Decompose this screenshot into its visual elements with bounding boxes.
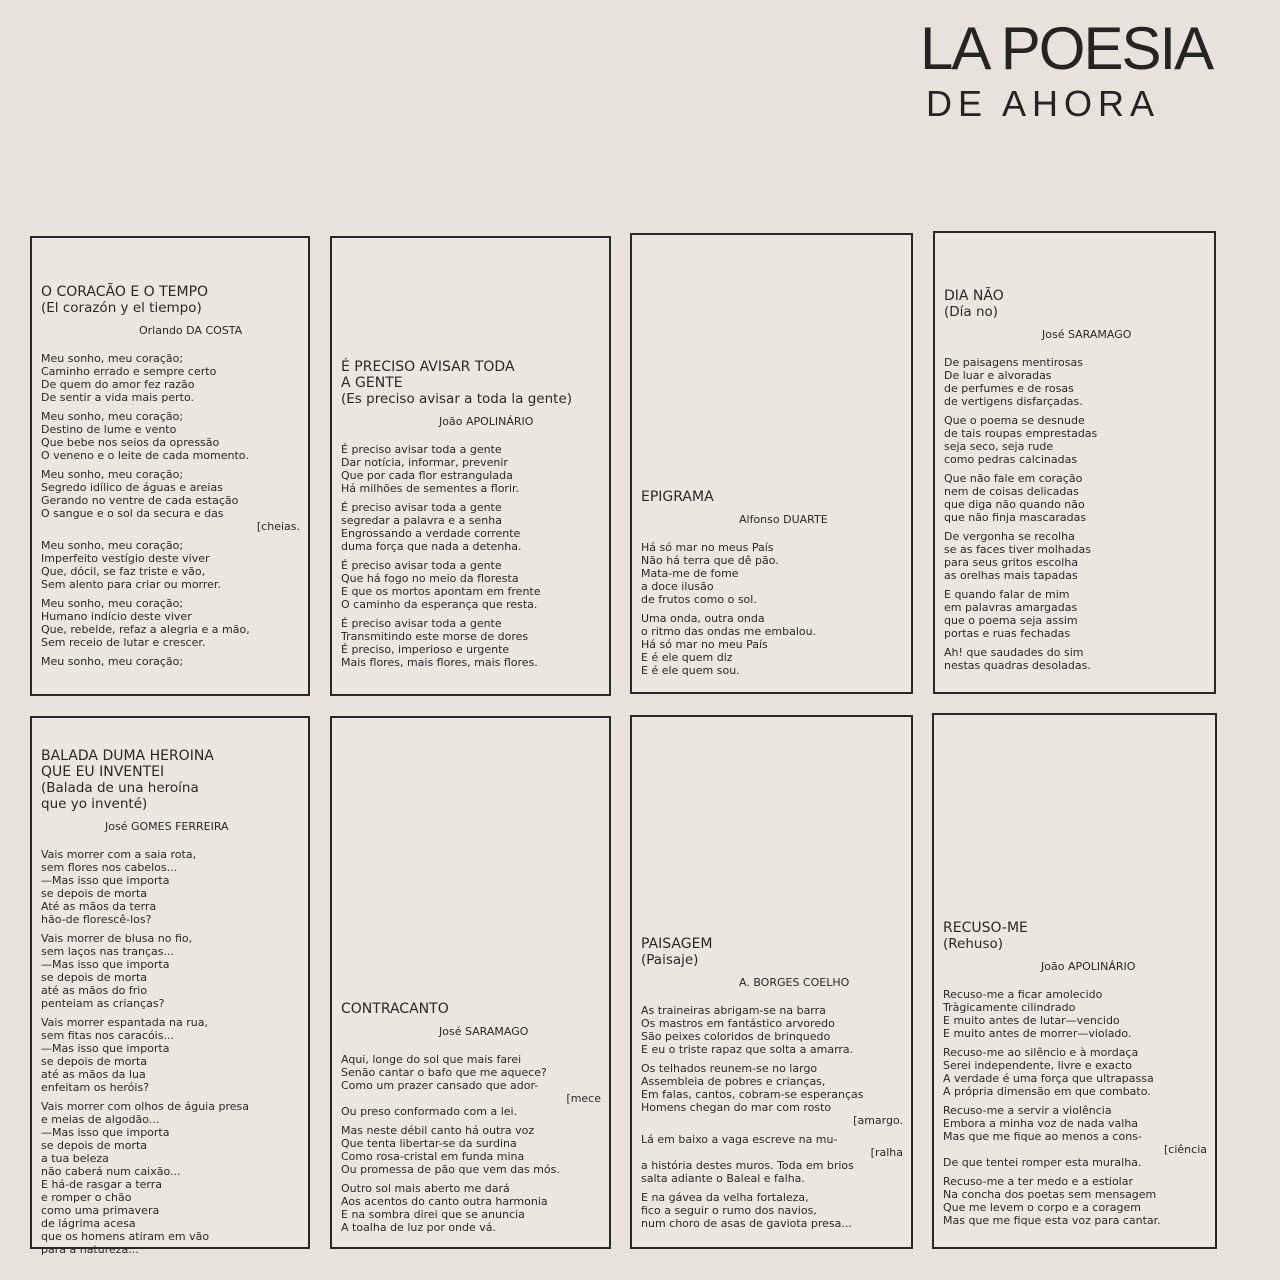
verse-line: É preciso avisar toda a gente [341,501,502,514]
verse-line: Transmitindo este morse de dores [341,630,529,643]
verse-line: Aqui, longe do sol que mais farei [341,1053,522,1066]
verse-line: de frutos como o sol. [641,593,757,606]
verse-line: E é ele quem sou. [641,664,740,677]
poem-stanza [341,1053,605,1118]
verse-line: A própria dimensão em que combato. [943,1085,1151,1098]
poem-body [41,284,304,674]
verse-line: Tràgicamente cilindrado [943,1001,1076,1014]
poem-stanza [341,501,605,553]
poem-stanza [944,356,1210,408]
verse-line: Destino de lume e vento [41,423,177,436]
verse-line: Mas que me fique ao menos a cons- [943,1130,1142,1143]
poem-stanza [341,1182,605,1234]
verse-line: a tua beleza [41,1152,109,1165]
verse-line: Sem alento para criar ou morrer. [41,578,221,591]
verse-line: Os mastros em fantástico arvoredo [641,1017,835,1030]
verse-line: de perfumes e de rosas [944,382,1074,395]
verse-line: de vertigens disfarçadas. [944,395,1083,408]
verse-line: Como rosa-cristal em funda mina [341,1150,525,1163]
poem-body [341,359,605,675]
poem-stanza [943,1046,1211,1098]
verse-line: Segredo idílico de águas e areias [41,481,223,494]
verse-line: Lá em baixo a vaga escreve na mu- [641,1133,838,1146]
verse-line: se depois de morta [41,887,148,900]
poem-body [41,748,304,1262]
poem-stanza [641,1004,907,1056]
poem-translation-line: (Día no) [944,304,999,320]
poem-title-line: PAISAGEM [641,936,713,952]
verse-line: até as mãos da lua [41,1068,146,1081]
poem-title [944,288,1210,304]
verse-line: —Mas isso que importa [41,1126,170,1139]
poem-stanza [341,617,605,669]
verse-line: que os homens atiram em vão [41,1230,210,1243]
poem-title-line: CONTRACANTO [341,1001,449,1017]
verse-line: Humano indício deste viver [41,610,192,623]
verse-line: É preciso avisar toda a gente [341,559,502,572]
verse-line: penteiam as crianças? [41,997,165,1010]
verse-line: E que os mortos apontam em frente [341,585,541,598]
verse-line: seja seco, seja rude [944,440,1054,453]
poem-stanza [41,1016,304,1094]
verse-line: É preciso, imperioso e urgente [341,643,510,656]
poem-stanza [943,1175,1211,1227]
verse-line: Aos acentos do canto outra harmonia [341,1195,548,1208]
verse-line: Uma onda, outra onda [641,612,765,625]
poem-title-line: A GENTE [341,375,403,391]
poem-translation-line: (Balada de una heroína [41,780,199,796]
poem-translation [41,780,304,812]
verse-line: De quem do amor fez razão [41,378,195,391]
verse-line: as orelhas mais tapadas [944,569,1078,582]
verse-line: Recuso-me a ter medo e a estiolar [943,1175,1133,1188]
verse-line: Que não fale em coração [944,472,1083,485]
verse-line: e meias de algodão... [41,1113,160,1126]
verse-line: E eu o triste rapaz que solta a amarra. [641,1043,854,1056]
poem-card [330,716,611,1249]
verse-line: portas e ruas fechadas [944,627,1071,640]
poem-stanza [41,352,304,404]
poem-stanza [41,655,304,668]
verse-line: Mais flores, mais flores, mais flores. [341,656,538,669]
verse-line: Sem receio de lutar e crescer. [41,636,206,649]
verse-line: De sentir a vida mais perto. [41,391,194,404]
verse-line: De vergonha se recolha [944,530,1075,543]
verse-line: E muito antes de morrer—violado. [943,1027,1132,1040]
poem-translation [341,391,605,407]
poem-stanza [41,1100,304,1256]
verse-line: É preciso avisar toda a gente [341,617,502,630]
verse-line: Recuso-me a ficar amolecido [943,988,1103,1001]
poem-translation-line: (El corazón y el tiempo) [41,300,202,316]
poem-stanza [943,988,1211,1040]
verse-line: Embora a minha voz de nada valha [943,1117,1139,1130]
verse-line: Mata-me de fome [641,567,739,580]
verse-line: Ou promessa de pão que vem das mós. [341,1163,560,1176]
verse-line: Meu sonho, meu coração; [41,597,184,610]
verse-line: E é ele quem diz [641,651,733,664]
verse-line: Em falas, cantos, cobram-se esperanças [641,1088,864,1101]
verse-line: a doce ilusão [641,580,714,593]
verse-line: de tais roupas emprestadas [944,427,1098,440]
poem-author: Alfonso DUARTE [739,513,828,526]
verse-line: Engrossando a verdade corrente [341,527,521,540]
poem-title [41,748,304,780]
verse-line: O caminho da esperança que resta. [341,598,538,611]
verse-line: sem laços nas tranças... [41,945,175,958]
verse-line: E há-de rasgar a terra [41,1178,163,1191]
page-title: LA POESIA [920,15,1213,82]
poem-translation-line: (Es preciso avisar a toda la gente) [341,391,573,407]
verse-line: Vais morrer de blusa no fio, [41,932,193,945]
poem-stanza [41,539,304,591]
cover-title-block [920,14,1270,124]
verse-line: O sangue e o sol da secura e das [41,507,224,520]
verse-line: fico a seguir o rumo dos navios, [641,1204,817,1217]
poem-card [30,716,310,1256]
poem-stanza [641,1133,907,1185]
poem-body [944,288,1210,678]
verse-line: de lágrima acesa [41,1217,136,1230]
poem-card [932,713,1217,1249]
poem-title [943,920,1211,936]
verse-line: Homens chegan do mar com rosto [641,1101,832,1114]
verse-line: sem fitas nos caracóis... [41,1029,174,1042]
poem-body [641,936,907,1236]
poem-translation-line: que yo inventé) [41,796,148,812]
poem-stanza [41,597,304,649]
verse-line: nestas quadras desoladas. [944,659,1091,672]
verse-line: E muito antes de lutar—vencido [943,1014,1120,1027]
poem-author: José SARAMAGO [1042,328,1132,341]
poem-stanza [41,932,304,1010]
verse-line: —Mas isso que importa [41,958,170,971]
poem-stanza [944,472,1210,524]
poem-title-line: É PRECISO AVISAR TODA [341,359,515,375]
verse-line: como uma primavera [41,1204,160,1217]
verse-line: hão-de florescê-los? [41,913,152,926]
verse-line: E quando falar de mim [944,588,1070,601]
verse-line: Não há terra que dê pão. [641,554,779,567]
verse-line: Recuso-me ao silêncio e à mordaça [943,1046,1139,1059]
verse-line: salta adiante o Baleal e falha. [641,1172,805,1185]
poem-title [641,489,907,505]
poem-stanza [341,559,605,611]
poem-author: João APOLINÁRIO [1041,960,1136,973]
poem-translation [944,304,1210,320]
poem-card [933,231,1216,694]
poem-title-line: BALADA DUMA HEROINA [41,748,214,764]
poem-stanza [641,541,907,606]
verse-line: se as faces tiver molhadas [944,543,1091,556]
verse-line: Vais morrer com a saia rota, [41,848,197,861]
poem-stanza [41,410,304,462]
poem-title-line: O CORACÃO E O TEMPO [41,284,209,300]
verse-line: O veneno e o leite de cada momento. [41,449,249,462]
poem-stanza [341,443,605,495]
poem-body [341,1001,605,1240]
verse-line: para seus gritos escolha [944,556,1079,569]
poem-title-line: DIA NÃO [944,288,1004,304]
verse-line: Há só mar no meus País [641,541,774,554]
poem-title [641,936,907,952]
verse-line: que diga não quando não [944,498,1085,511]
poem-title [41,284,304,300]
verse-line: Mas neste débil canto há outra voz [341,1124,535,1137]
poem-author: José GOMES FERREIRA [105,820,229,833]
poem-card [330,236,611,696]
verse-line: Outro sol mais aberto me dará [341,1182,510,1195]
poem-card [30,236,310,696]
poem-title-line: EPIGRAMA [641,489,714,505]
poem-author: A. BORGES COELHO [739,976,850,989]
verse-line: Senão cantar o bafo que me aquece? [341,1066,547,1079]
verse-line: Os telhados reunem-se no largo [641,1062,818,1075]
poem-stanza [944,646,1210,672]
verse-line: Que me levem o corpo e a coragem [943,1201,1141,1214]
verse-line: Há milhões de sementes a florir. [341,482,520,495]
verse-line: se depois de morta [41,971,148,984]
verse-line: Caminho errado e sempre certo [41,365,217,378]
verse-line: e romper o chão [41,1191,132,1204]
poem-author: João APOLINÁRIO [439,415,534,428]
verse-line: [cheias. [256,520,300,533]
poem-stanza [944,530,1210,582]
verse-line: Que, dócil, se faz triste e vão, [41,565,206,578]
verse-line: Recuso-me a servir a violência [943,1104,1112,1117]
verse-line: —Mas isso que importa [41,874,170,887]
poem-translation [943,936,1211,952]
verse-line: como pedras calcinadas [944,453,1078,466]
verse-line: até as mãos do frio [41,984,148,997]
verse-line: [amargo. [853,1114,903,1127]
poem-translation [41,300,304,316]
verse-line: São peixes coloridos de brinquedo [641,1030,831,1043]
verse-line: Ou preso conformado com a lei. [341,1105,518,1118]
poem-stanza [341,1124,605,1176]
poem-stanza [944,414,1210,466]
verse-line: num choro de asas de gaviota presa... [641,1217,852,1230]
verse-line: Na concha dos poetas sem mensagem [943,1188,1157,1201]
verse-line: não caberá num caixão... [41,1165,181,1178]
verse-line: Que tenta libertar-se da surdina [341,1137,517,1150]
verse-line: enfeitam os heróis? [41,1081,150,1094]
poem-author: Orlando DA COSTA [139,324,243,337]
verse-line: Assembleia de pobres e crianças, [641,1075,826,1088]
poem-stanza [944,588,1210,640]
verse-line: em palavras amargadas [944,601,1078,614]
verse-line: a história destes muros. Toda em brios [641,1159,854,1172]
poem-stanza [41,848,304,926]
verse-line: Até as mãos da terra [41,900,157,913]
verse-line: Que por cada flor estrangulada [341,469,513,482]
verse-line: Gerando no ventre de cada estação [41,494,239,507]
verse-line: nem de coisas delicadas [944,485,1079,498]
verse-line: De que tentei romper esta muralha. [943,1156,1142,1169]
verse-line: De luar e alvoradas [944,369,1052,382]
verse-line: o ritmo das ondas me embalou. [641,625,817,638]
poem-stanza [641,612,907,677]
poem-stanza [41,468,304,533]
poem-stanza [641,1062,907,1127]
poem-title [341,1001,605,1017]
verse-line: se depois de morta [41,1139,148,1152]
poem-translation [641,952,907,968]
verse-line: Imperfeito vestígio deste viver [41,552,210,565]
verse-line: se depois de morta [41,1055,148,1068]
verse-line: Que há fogo no meio da floresta [341,572,519,585]
verse-line: É preciso avisar toda a gente [341,443,502,456]
verse-line: para a natureza... [41,1243,139,1256]
verse-line: Como um prazer cansado que ador- [341,1079,539,1092]
verse-line: Ah! que saudades do sim [944,646,1084,659]
poem-body [943,920,1211,1233]
verse-line: Meu sonho, meu coração; [41,410,184,423]
poem-card [630,715,913,1249]
verse-line: Meu sonho, meu coração; [41,352,184,365]
poem-title-line: RECUSO-ME [943,920,1028,936]
verse-line: A toalha de luz por onde vá. [341,1221,497,1234]
verse-line: que não finja mascaradas [944,511,1087,524]
poem-translation-line: (Rehuso) [943,936,1004,952]
verse-line: Que bebe nos seios da opressão [41,436,220,449]
verse-line: Há só mar no meu País [641,638,768,651]
poem-card [630,233,913,694]
verse-line: Serei independente, livre e exacto [943,1059,1132,1072]
page-subtitle: DE AHORA [926,83,1161,124]
verse-line: —Mas isso que importa [41,1042,170,1055]
verse-line: que o poema seja assim [944,614,1078,627]
verse-line: Dar notícia, informar, prevenir [341,456,508,469]
verse-line: A verdade é uma força que ultrapassa [943,1072,1154,1085]
poem-stanza [943,1104,1211,1169]
verse-line: E na sombra direi que se anuncia [341,1208,525,1221]
poem-translation-line: (Paisaje) [641,952,699,968]
verse-line: As traineiras abrigam-se na barra [641,1004,826,1017]
verse-line: [mece [566,1092,601,1105]
verse-line: duma força que nada a detenha. [341,540,522,553]
poem-title-line: QUE EU INVENTEI [41,764,165,780]
verse-line: E na gávea da velha fortaleza, [641,1191,809,1204]
verse-line: Meu sonho, meu coração; [41,539,184,552]
poem-title [341,359,605,391]
poem-body [641,489,907,683]
poem-stanza [641,1191,907,1230]
verse-line: Que, rebelde, refaz a alegria e a mão, [41,623,250,636]
poem-author: José SARAMAGO [439,1025,529,1038]
verse-line: Meu sonho, meu coração; [41,655,184,668]
verse-line: De paisagens mentirosas [944,356,1083,369]
verse-line: Vais morrer com olhos de águia presa [41,1100,249,1113]
verse-line: segredar a palavra e a senha [341,514,502,527]
verse-line: Vais morrer espantada na rua, [41,1016,208,1029]
verse-line: Que o poema se desnude [944,414,1085,427]
verse-line: Meu sonho, meu coração; [41,468,184,481]
verse-line: sem flores nos cabelos... [41,861,178,874]
verse-line: Mas que me fique esta voz para cantar. [943,1214,1161,1227]
verse-line: [ralha [870,1146,903,1159]
verse-line: [ciência [1164,1143,1207,1156]
